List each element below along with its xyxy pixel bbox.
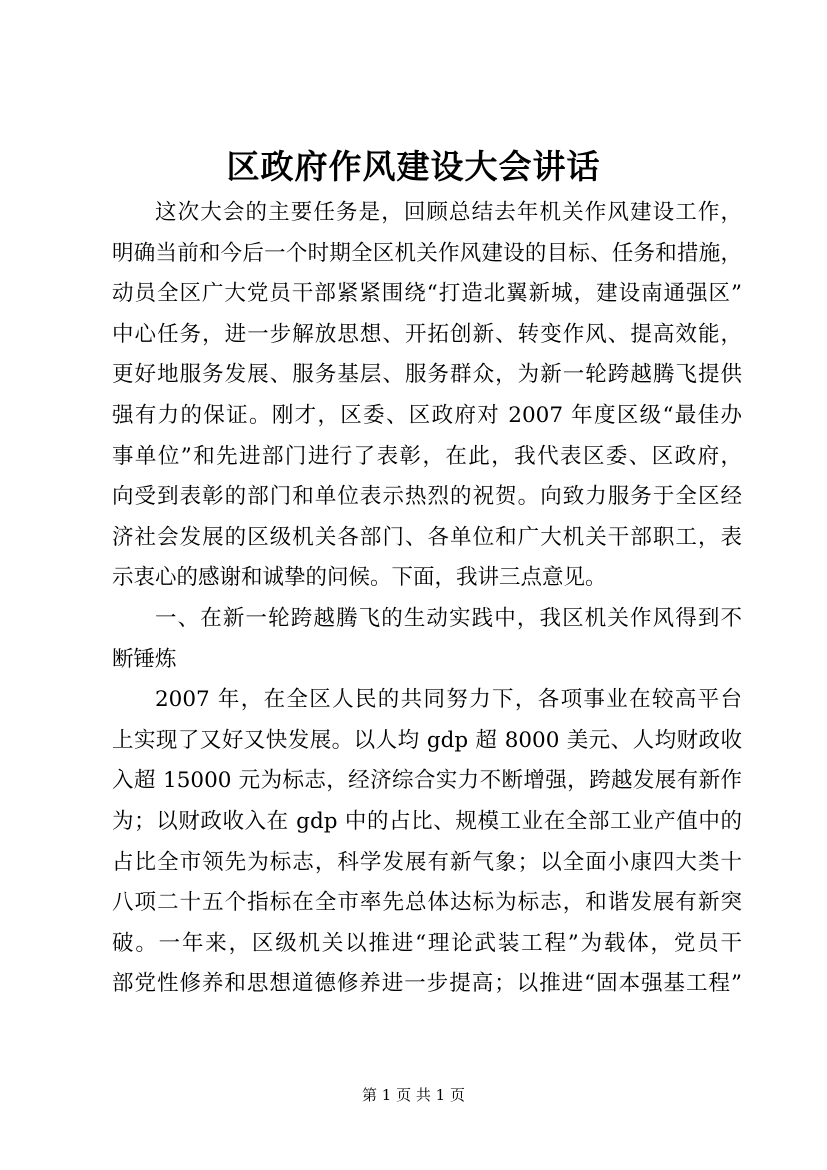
page-footer: 第 1 页 共 1 页 [362, 1086, 465, 1104]
body-line: 事单位”和先进部门进行了表彰，在此，我代表区委、区政府， [112, 443, 742, 469]
body-line: 这次大会的主要任务是，回顾总结去年机关作风建设工作， [155, 200, 742, 225]
body-line: 示衷心的感谢和诚挚的问候。下面，我讲三点意见。 [112, 565, 607, 591]
body-line: 动员全区广大党员干部紧紧围绕“打造北翼新城，建设南通强区” [112, 281, 742, 307]
body-line: 强有力的保证。刚才，区委、区政府对 2007 年度区级“最佳办 [112, 402, 742, 428]
body-line: 明确当前和今后一个时期全区机关作风建设的目标、任务和措施， [112, 240, 742, 266]
body-line: 为；以财政收入在 gdp 中的占比、规模工业在全部工业产值中的 [112, 808, 742, 834]
body-line: 中心任务，进一步解放思想、开拓创新、转变作风、提高效能， [112, 321, 742, 347]
body-line: 更好地服务发展、服务基层、服务群众，为新一轮跨越腾飞提供 [112, 362, 742, 388]
body-line: 向受到表彰的部门和单位表示热烈的祝贺。向致力服务于全区经 [112, 484, 742, 510]
body-line: 济社会发展的区级机关各部门、各单位和广大机关干部职工，表 [112, 524, 742, 550]
body-line: 断锤炼 [112, 646, 177, 672]
body-line: 2007 年，在全区人民的共同努力下，各项事业在较高平台 [155, 687, 742, 713]
body-line: 八项二十五个指标在全市率先总体达标为标志，和谐发展有新突 [112, 890, 742, 916]
body-line: 占比全市领先为标志，科学发展有新气象；以全面小康四大类十 [112, 849, 742, 875]
body-line: 破。一年来，区级机关以推进“理论武装工程”为载体，党员干 [112, 930, 742, 956]
body-line: 部党性修养和思想道德修养进一步提高；以推进“固本强基工程” [112, 971, 742, 997]
document-body [112, 193, 742, 1005]
body-line: 上实现了又好又快发展。以人均 gdp 超 8000 美元、人均财政收 [112, 727, 742, 753]
body-line: 入超 15000 元为标志，经济综合实力不断增强，跨越发展有新作 [112, 768, 742, 794]
body-line: 一、在新一轮跨越腾飞的生动实践中，我区机关作风得到不 [155, 605, 742, 631]
document-title: 区政府作风建设大会讲话 [226, 147, 601, 186]
